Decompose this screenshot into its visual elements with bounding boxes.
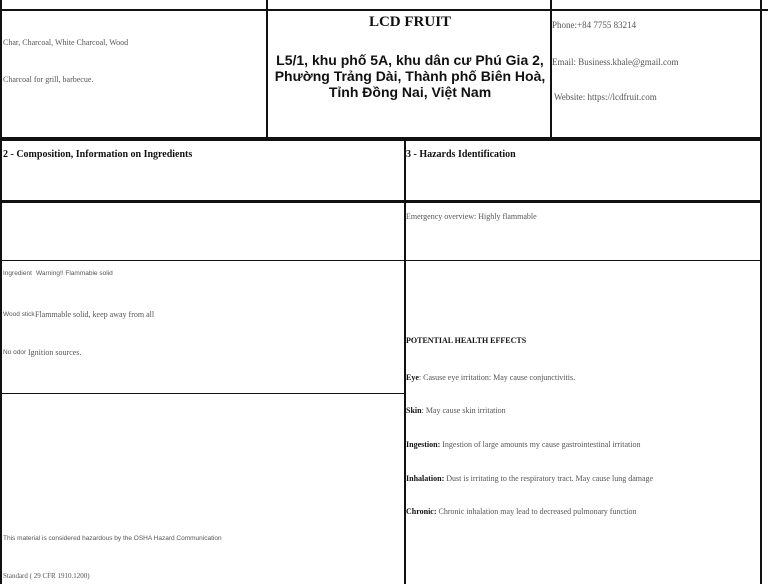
osha-statement-line-2: Standard ( 29 CFR 1910.1200) <box>3 572 90 580</box>
effect-inhalation-label: Inhalation: <box>406 474 445 483</box>
effect-inhalation <box>406 474 653 483</box>
effect-eye-text: Casuse eye irritation: May cause conjunctivitis. <box>421 373 576 382</box>
effect-chronic <box>406 507 636 516</box>
header-bottom-rule <box>0 137 762 141</box>
left-row-rule-1 <box>0 260 405 261</box>
effect-ingestion-label: Ingestion: <box>406 440 441 449</box>
company-address: L5/1, khu phố 5A, khu dân cư Phú Gia 2, Phường Trảng Dài, Thành phố Biên Hoà, Tỉnh Đồng Nai, Việt Nam <box>274 52 546 100</box>
effect-skin-text: May cause skin irritation <box>423 406 506 415</box>
emergency-overview: Emergency overview: Highly flammable <box>406 212 537 221</box>
osha-statement-line-1: This material is considered hazardous by the OSHA Hazard Communication <box>3 535 222 542</box>
phone-number: Phone:+84 7755 83214 <box>552 20 637 30</box>
product-names: Char, Charcoal, White Charcoal, Wood <box>3 38 129 47</box>
ingredient-cell-3b: Ignition sources. <box>28 348 82 357</box>
effect-eye-label: Eye <box>406 373 419 382</box>
effect-chronic-label: Chronic: <box>406 507 437 516</box>
ingredient-cell-1b: Warning!! Flammable solid <box>36 270 113 277</box>
effect-eye <box>406 373 575 382</box>
company-name: LCD FRUIT <box>368 14 452 30</box>
section-2-heading: 2 - Composition, Information on Ingredients <box>3 149 193 160</box>
section-heading-rule <box>0 200 762 203</box>
health-effects-heading: POTENTIAL HEALTH EFFECTS <box>406 336 527 345</box>
section-3-heading: 3 - Hazards Identification <box>406 149 516 160</box>
ingredient-cell-3a: No odor <box>3 349 27 356</box>
emergency-row-rule <box>405 260 762 261</box>
effect-ingestion <box>406 440 640 449</box>
left-border <box>0 0 2 584</box>
effect-skin-label: Skin <box>406 406 422 415</box>
left-row-rule-2 <box>0 393 405 394</box>
product-use: Charcoal for grill, barbecue. <box>3 75 94 84</box>
website-url: Website: https://lcdfruit.com <box>554 92 657 102</box>
effect-skin-sep: : <box>421 406 424 415</box>
effect-ingestion-text: Ingestion of large amounts my cause gastrointestinal irritation <box>440 440 641 449</box>
ingredient-cell-2b: Flammable solid, keep away from all <box>35 310 155 319</box>
top-rule <box>0 9 768 11</box>
effect-skin <box>406 406 506 415</box>
right-border <box>760 0 762 584</box>
effect-chronic-text: Chronic inhalation may lead to decreased pulmonary function <box>436 507 637 516</box>
effect-eye-sep: : <box>418 373 422 382</box>
ingredient-cell-1a: Ingredient <box>3 270 32 277</box>
email-address: Email: Business.khale@gmail.com <box>552 57 679 67</box>
effect-inhalation-text: Dust is irritating to the respiratory tract. May cause lung damage <box>444 474 654 483</box>
section-divider <box>404 140 406 584</box>
ingredient-cell-2a: Wood stick <box>3 311 35 318</box>
